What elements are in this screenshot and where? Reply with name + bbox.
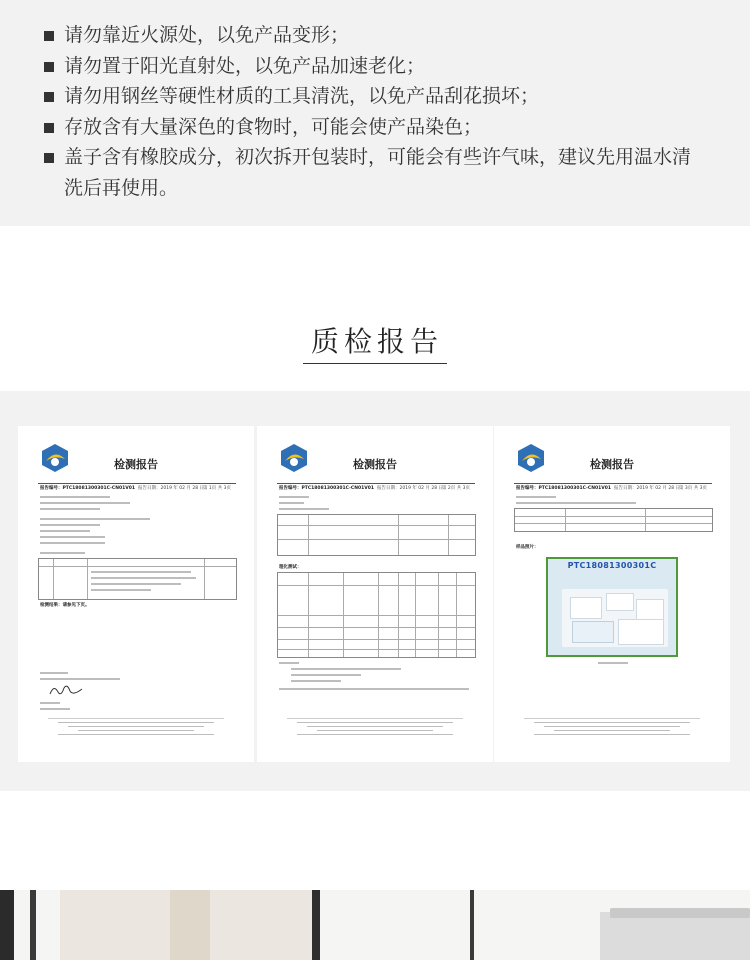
report-date: 报告日期：2019 年 02 月 28 日 [377, 486, 444, 491]
report-page-number: 第 2页 共 3页 [442, 486, 471, 491]
text-line [554, 730, 670, 731]
report-page-number: 第 3页 共 3页 [679, 486, 708, 491]
text-line [40, 708, 70, 710]
report-date: 报告日期：2019 年 02 月 28 日 [138, 486, 205, 491]
section-title: 质检报告 [303, 320, 447, 364]
text-line [291, 674, 361, 676]
care-note: 存放含有大量深色的食物时，可能会使产品染色； [44, 112, 704, 143]
text-line [279, 688, 469, 690]
summary-table [38, 558, 237, 600]
text-line [40, 702, 60, 704]
signature-icon [48, 682, 84, 698]
text-line [516, 502, 636, 504]
footer-rule [48, 718, 224, 719]
physchem-label: 理化测试： [279, 565, 302, 570]
footer-rule [524, 718, 700, 719]
header-rule [277, 483, 475, 484]
sensory-table [277, 514, 476, 556]
text-line [40, 524, 100, 526]
report-number: 报告编号：PTC18081300301C-CN01V01 [279, 486, 374, 491]
lifestyle-photo-strip [0, 890, 750, 960]
text-line [40, 536, 105, 538]
footer-rule [287, 718, 463, 719]
text-line [40, 552, 85, 554]
text-line [279, 508, 329, 510]
header-rule [38, 483, 236, 484]
text-line [40, 678, 120, 680]
report-page-number: 第 1页 共 3页 [203, 486, 232, 491]
text-line [279, 502, 304, 504]
report-number: 报告编号：PTC18081300301C-CN01V01 [516, 486, 611, 491]
text-line [544, 726, 680, 727]
text-line [534, 734, 690, 735]
text-line [291, 668, 401, 670]
material-table [514, 508, 713, 532]
report-number: 报告编号：PTC18081300301C-CN01V01 [40, 486, 135, 491]
text-line [40, 502, 130, 504]
text-line [68, 726, 204, 727]
header-rule [514, 483, 712, 484]
photo-caption: PTC18081300301C [567, 561, 657, 570]
product-tray [562, 589, 668, 647]
results-note: 检测结果：请参见下页。 [40, 603, 90, 608]
section-title-wrap [0, 320, 750, 364]
text-line [279, 662, 299, 664]
text-line [40, 530, 90, 532]
text-line [40, 672, 68, 674]
report-page-1 [18, 426, 254, 762]
care-notes-list [0, 0, 750, 203]
report-date: 报告日期：2019 年 02 月 28 日 [614, 486, 681, 491]
care-note: 盖子含有橡胶成分，初次拆开包装时，可能会有些许气味，建议先用温水清洗后再使用。 [44, 142, 704, 203]
report-title: 检测报告 [353, 458, 397, 471]
text-line [534, 722, 690, 723]
care-notes-section [0, 0, 750, 226]
care-note: 请勿靠近火源处，以免产品变形； [44, 20, 704, 51]
care-note: 请勿用钢丝等硬性材质的工具清洗，以免产品刮花损坏； [44, 81, 704, 112]
text-line [58, 734, 214, 735]
text-line [40, 542, 105, 544]
text-line [307, 726, 443, 727]
text-line [317, 730, 433, 731]
text-line [58, 722, 214, 723]
text-line [297, 734, 453, 735]
text-line [40, 496, 110, 498]
text-line [291, 680, 341, 682]
text-line [279, 496, 309, 498]
text-line [598, 662, 628, 664]
text-line [78, 730, 194, 731]
report-page-3 [494, 426, 730, 762]
care-note: 请勿置于阳光直射处，以免产品加速老化； [44, 51, 704, 82]
report-title: 检测报告 [590, 458, 634, 471]
physchem-table [277, 572, 476, 658]
sample-photo-label: 样品照片： [516, 545, 539, 550]
text-line [40, 518, 150, 520]
sample-photo [546, 557, 678, 657]
text-line [516, 496, 556, 498]
text-line [297, 722, 453, 723]
report-page-2 [257, 426, 493, 762]
report-title: 检测报告 [114, 458, 158, 471]
text-line [40, 508, 100, 510]
